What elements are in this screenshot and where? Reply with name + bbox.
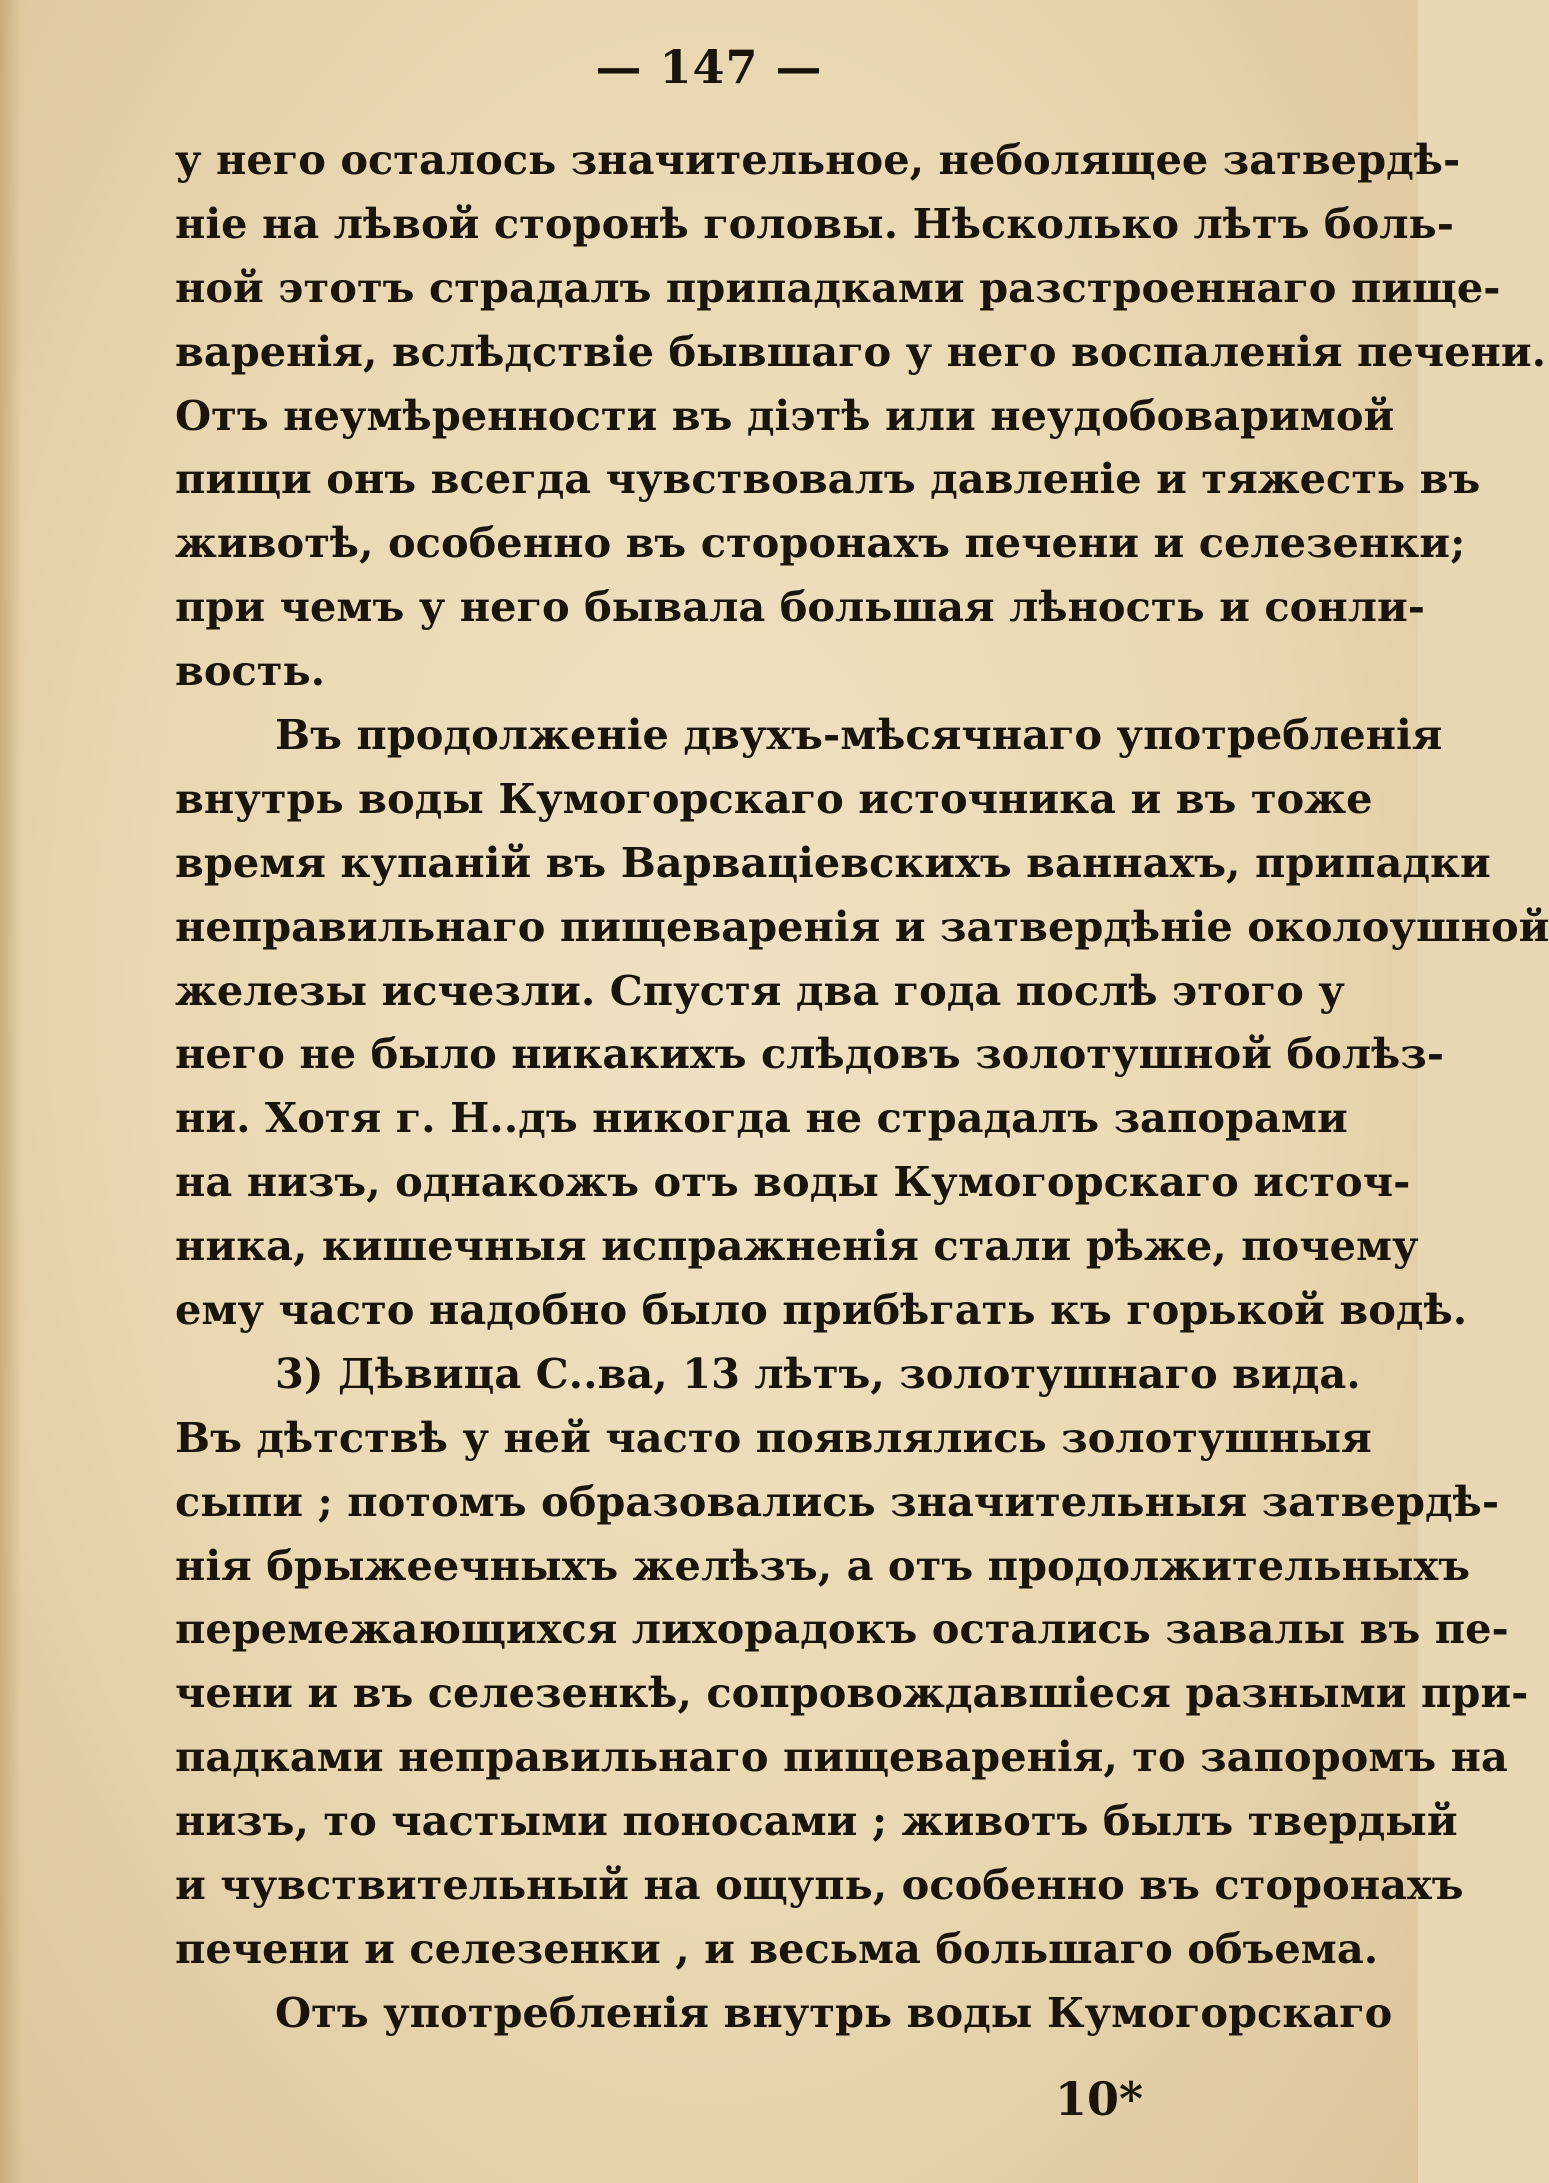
text-line-19: ему часто надобно было прибѣгать къ горькой водѣ.	[175, 1285, 1468, 1335]
text-line-15: него не было никакихъ слѣдовъ золотушной болѣз-	[175, 1029, 1444, 1079]
text-line-27: низъ, то частыми поносами ; животъ былъ твердый	[175, 1796, 1458, 1846]
text-line-30: Отъ употребленія внутрь воды Кумогорскаго	[275, 1987, 1393, 2037]
text-line-17: на низъ, однакожъ отъ воды Кумогорскаго источ-	[175, 1157, 1411, 1207]
text-line-9: вость.	[175, 646, 326, 696]
text-line-20: 3) Дѣвица С..ва, 13 лѣтъ, золотушнаго вида.	[275, 1348, 1361, 1398]
text-line-1: у него осталось значительное, неболящее затвердѣ-	[175, 135, 1461, 184]
text-line-16: ни. Хотя г. Н..дъ никогда не страдалъ запорами	[175, 1093, 1348, 1143]
text-line-25: чени и въ селезенкѣ, сопровождавшіеся разными при-	[175, 1668, 1529, 1718]
page-number-header: — 147 —	[595, 40, 823, 94]
text-line-8: при чемъ у него бывала большая лѣность и сонли-	[175, 582, 1425, 632]
text-line-28: и чувствительный на ощупь, особенно въ сторонахъ	[175, 1860, 1464, 1910]
text-line-26: падками неправильнаго пищеваренія, то запоромъ на	[175, 1732, 1508, 1782]
text-line-7: животѣ, особенно въ сторонахъ печени и селезенки;	[175, 518, 1466, 568]
text-line-4: варенія, вслѣдствіе бывшаго у него воспаленія печени.	[175, 326, 1547, 376]
signature-mark: 10*	[1055, 2072, 1144, 2126]
text-line-5: Отъ неумѣренности въ діэтѣ или неудобоваримой	[175, 390, 1395, 440]
text-line-23: нія брыжеечныхъ желѣзъ, а отъ продолжительныхъ	[175, 1540, 1471, 1590]
text-line-2: ніе на лѣвой сторонѣ головы. Нѣсколько лѣтъ боль-	[175, 198, 1454, 248]
text-line-6: пищи онъ всегда чувствовалъ давленіе и тяжесть въ	[175, 454, 1481, 504]
text-line-11: внутрь воды Кумогорскаго источника и въ тоже	[175, 773, 1373, 823]
text-line-29: печени и селезенки , и весьма большаго объема.	[175, 1923, 1379, 1973]
text-line-18: ника, кишечныя испражненія стали рѣже, почему	[175, 1221, 1419, 1271]
text-line-12: время купаній въ Варваціевскихъ ваннахъ, припадки	[175, 837, 1491, 887]
text-line-14: железы исчезли. Спустя два года послѣ этого у	[175, 965, 1345, 1015]
text-line-24: перемежающихся лихорадокъ остались завалы въ пе-	[175, 1604, 1509, 1654]
text-line-22: сыпи ; потомъ образовались значительныя затвердѣ-	[175, 1476, 1500, 1526]
page-body-text	[175, 128, 1549, 2045]
text-line-3: ной этотъ страдалъ припадками разстроеннаго пище-	[175, 262, 1501, 312]
text-line-13: неправильнаго пищеваренія и затвердѣніе околоушной	[175, 901, 1549, 951]
page-binding-shadow	[0, 0, 22, 2183]
text-line-10: Въ продолженіе двухъ-мѣсячнаго употребленія	[275, 710, 1443, 760]
text-line-21: Въ дѣтствѣ у ней часто появлялись золотушныя	[175, 1412, 1372, 1462]
